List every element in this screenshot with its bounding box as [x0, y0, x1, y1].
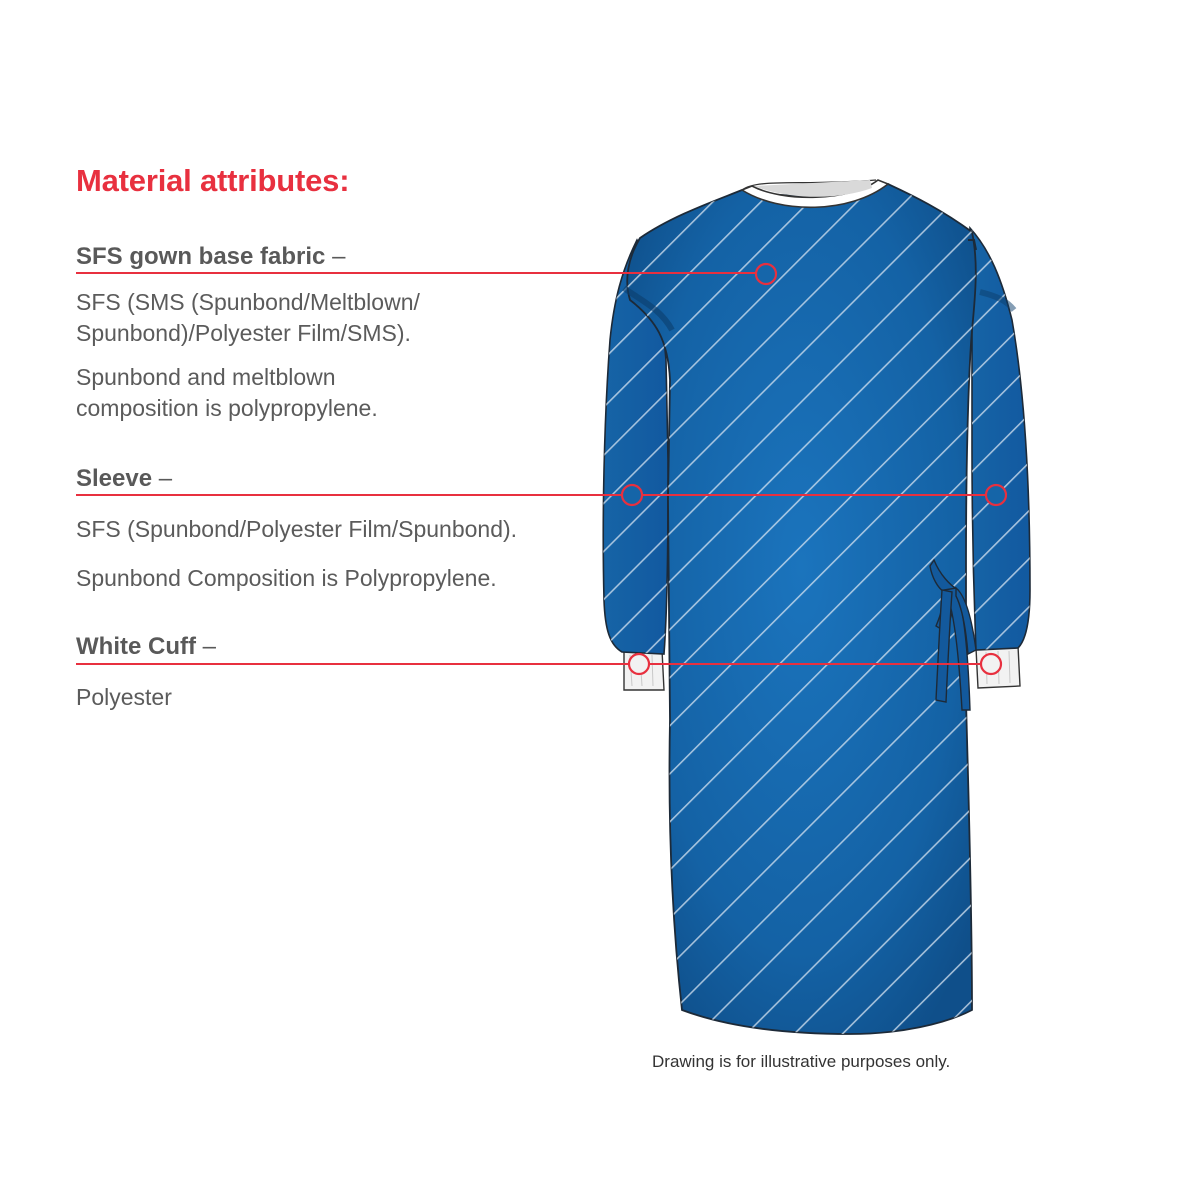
white-cuff-description: Polyester	[76, 684, 172, 710]
sleeve-description-1: SFS (Spunbond/Polyester Film/Spunbond).	[76, 516, 518, 542]
section-heading-separator: –	[202, 633, 216, 660]
sleeve-description-2: Spunbond Composition is Polypropylene.	[76, 565, 497, 591]
section-heading-label: White Cuff	[76, 633, 196, 660]
section-heading-label: Sleeve	[76, 465, 153, 492]
circle-marker-icon	[622, 485, 642, 505]
section-heading-label: SFS gown base fabric	[76, 243, 326, 270]
circle-marker-icon	[986, 485, 1006, 505]
right-sleeve	[970, 228, 1030, 650]
circle-marker-icon	[981, 654, 1001, 674]
illustration-caption: Drawing is for illustrative purposes only.	[652, 1052, 951, 1071]
base-fabric-description-1: SFS (SMS (Spunbond/Meltblown/ Spunbond)/Polyester Film/SMS).	[76, 289, 420, 346]
base-fabric-description-2: Spunbond and meltblown composition is polypropylene.	[76, 364, 378, 421]
section-heading-separator: –	[332, 243, 346, 270]
page-title: Material attributes:	[76, 163, 350, 198]
section-heading-separator: –	[158, 465, 173, 492]
circle-marker-icon	[629, 654, 649, 674]
